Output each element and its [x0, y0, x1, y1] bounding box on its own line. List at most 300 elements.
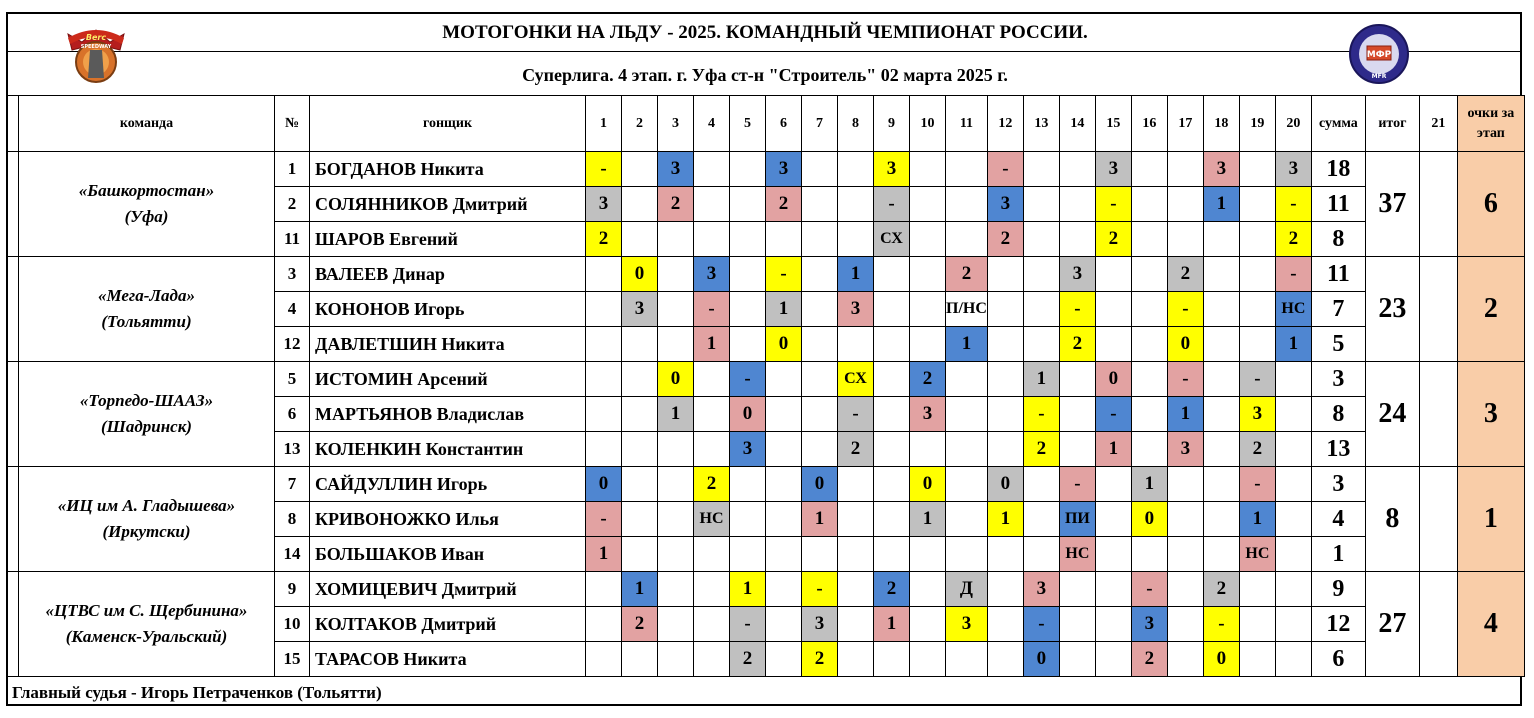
heat-result-cell: 1: [658, 397, 694, 432]
heat-result-cell: 2: [838, 432, 874, 467]
heat-result-cell: [658, 572, 694, 607]
team-city: (Каменск-Уральский): [65, 627, 228, 646]
rider-number: 13: [275, 432, 310, 467]
heat-result-cell: [1059, 362, 1095, 397]
heat-result-cell: 1: [586, 537, 622, 572]
heat-result-cell: 2: [1059, 327, 1095, 362]
heat-result-cell: [766, 222, 802, 257]
heat-result-cell: [910, 642, 946, 677]
heat-result-cell: 2: [946, 257, 988, 292]
heat-result-cell: [586, 397, 622, 432]
heat-result-cell: [1131, 187, 1167, 222]
heat-result-cell: 3: [874, 152, 910, 187]
column-header-heat: 16: [1131, 96, 1167, 152]
heat-result-cell: [874, 397, 910, 432]
heat-result-cell: -: [838, 397, 874, 432]
heat-result-cell: [766, 607, 802, 642]
heat-result-cell: [1059, 187, 1095, 222]
team-name-cell: [19, 467, 275, 572]
heat-result-cell: 3: [766, 152, 802, 187]
column-header-heat: 6: [766, 96, 802, 152]
heat-result-cell: [910, 222, 946, 257]
column-header-heat-21: 21: [1419, 96, 1457, 152]
heat-result-cell: 3: [1239, 397, 1275, 432]
column-header-sum: сумма: [1311, 96, 1365, 152]
heat-result-cell: [1059, 432, 1095, 467]
margin-cell: [7, 96, 19, 152]
heat-result-cell: 1: [766, 292, 802, 327]
heat-result-cell: [802, 432, 838, 467]
heat-result-cell: -: [802, 572, 838, 607]
heat-result-cell: [766, 362, 802, 397]
heat-result-cell: 0: [730, 397, 766, 432]
rider-sum: 12: [1311, 607, 1365, 642]
heat-result-cell: [1275, 467, 1311, 502]
heat-result-cell: [1239, 257, 1275, 292]
heat-result-cell: [1095, 642, 1131, 677]
heat-result-cell: [622, 152, 658, 187]
heat-result-cell: [622, 642, 658, 677]
team-stage-points: 6: [1457, 152, 1524, 257]
rider-number: 12: [275, 327, 310, 362]
heat-result-cell: [874, 257, 910, 292]
heat-result-cell: 1: [802, 502, 838, 537]
heat-result-cell: [874, 502, 910, 537]
heat-result-cell: -: [1167, 292, 1203, 327]
heat-result-cell: 2: [910, 362, 946, 397]
svg-text:Berc: Berc: [85, 33, 107, 42]
heat-result-cell: [1167, 502, 1203, 537]
heat-result-cell: [1059, 607, 1095, 642]
rider-sum: 8: [1311, 222, 1365, 257]
heat-result-cell: [1095, 467, 1131, 502]
heat-result-cell: [874, 292, 910, 327]
rider-name: ШАРОВ Евгений: [310, 222, 586, 257]
heat-result-cell: 3: [910, 397, 946, 432]
column-header-heat: 18: [1203, 96, 1239, 152]
heat-result-cell: [766, 397, 802, 432]
rider-sum: 7: [1311, 292, 1365, 327]
heat-result-cell: 3: [658, 152, 694, 187]
rider-name: ТАРАСОВ Никита: [310, 642, 586, 677]
heat-result-cell: [658, 607, 694, 642]
heat-result-cell: П/НС: [946, 292, 988, 327]
heat-result-cell: [910, 187, 946, 222]
heat-result-cell: 3: [838, 292, 874, 327]
heat-result-cell: [1131, 537, 1167, 572]
rider-name: КОЛЕНКИН Константин: [310, 432, 586, 467]
heat-result-cell: СХ: [838, 362, 874, 397]
heat-result-cell: [586, 572, 622, 607]
heat-result-cell: -: [1095, 187, 1131, 222]
heat-result-cell: 1: [622, 572, 658, 607]
rider-sum: 18: [1311, 152, 1365, 187]
heat-result-cell: [1275, 362, 1311, 397]
heat-result-cell: [658, 327, 694, 362]
rider-sum: 4: [1311, 502, 1365, 537]
heat-result-cell: [1167, 187, 1203, 222]
heat-result-cell: [910, 572, 946, 607]
heat-result-cell: [658, 222, 694, 257]
heat-result-cell: [694, 642, 730, 677]
heat-result-cell: [622, 537, 658, 572]
heat-result-cell: 0: [1203, 642, 1239, 677]
heat-result-cell: 2: [658, 187, 694, 222]
heat-result-cell: 1: [1023, 362, 1059, 397]
heat-result-cell: 1: [1203, 187, 1239, 222]
results-table: [6, 95, 1525, 677]
heat-result-cell: -: [1275, 257, 1311, 292]
heat-result-cell: [730, 502, 766, 537]
heat-result-cell: [802, 222, 838, 257]
heat-result-cell: [658, 432, 694, 467]
heat-result-cell: [910, 152, 946, 187]
heat-result-cell: [1203, 292, 1239, 327]
heat-result-cell: [622, 362, 658, 397]
heat-result-cell: [910, 432, 946, 467]
heat-result-cell: [874, 327, 910, 362]
heat-result-cell: [987, 642, 1023, 677]
heat-result-cell: [1131, 397, 1167, 432]
heat-result-cell: [1095, 292, 1131, 327]
column-header-heat: 19: [1239, 96, 1275, 152]
heat-result-cell: [910, 257, 946, 292]
heat-result-cell: [1275, 642, 1311, 677]
heat-result-cell: [622, 502, 658, 537]
heat-result-cell: НС: [694, 502, 730, 537]
heat-result-cell: [1059, 397, 1095, 432]
heat-result-cell: [946, 222, 988, 257]
heat-result-cell: [1023, 257, 1059, 292]
heat-result-cell: [1131, 152, 1167, 187]
page-title: МОТОГОНКИ НА ЛЬДУ - 2025. КОМАНДНЫЙ ЧЕМПИОНАТ РОССИИ.: [442, 22, 1088, 43]
heat-result-cell: 3: [802, 607, 838, 642]
rider-row: [7, 257, 1525, 292]
heat-result-cell: [730, 152, 766, 187]
heat-result-cell: 1: [1131, 467, 1167, 502]
rider-sum: 13: [1311, 432, 1365, 467]
column-header-heat: 15: [1095, 96, 1131, 152]
heat-result-cell: 2: [1275, 222, 1311, 257]
heat-result-cell: 2: [1095, 222, 1131, 257]
column-header-heat: 17: [1167, 96, 1203, 152]
heat-result-cell: -: [586, 152, 622, 187]
heat-result-cell: -: [1167, 362, 1203, 397]
heat-result-cell: [987, 572, 1023, 607]
rider-row: [7, 362, 1525, 397]
heat-result-cell: [838, 467, 874, 502]
heat-result-cell: 0: [658, 362, 694, 397]
heat-result-cell: [586, 432, 622, 467]
heat-result-cell: [694, 222, 730, 257]
rider-name: ИСТОМИН Арсений: [310, 362, 586, 397]
heat-result-cell: 1: [730, 572, 766, 607]
team-name: «Торпедо-ШААЗ»: [79, 391, 214, 410]
heat-result-cell: [802, 257, 838, 292]
heat-result-cell: [766, 502, 802, 537]
heat-result-cell: 2: [694, 467, 730, 502]
heat-result-cell: [874, 537, 910, 572]
team-name: «ИЦ им А. Гладышева»: [57, 496, 236, 515]
heat-result-cell: [874, 432, 910, 467]
heat-result-cell: 2: [766, 187, 802, 222]
heat-result-cell: 0: [1023, 642, 1059, 677]
heat-result-cell: [987, 292, 1023, 327]
heat-result-cell: -: [1095, 397, 1131, 432]
event-subtitle: Суперлига. 4 этап. г. Уфа ст-н "Строитель" 02 марта 2025 г.: [522, 65, 1008, 85]
heat-result-cell: [766, 572, 802, 607]
heat-result-cell: [730, 187, 766, 222]
column-header-heat: 20: [1275, 96, 1311, 152]
column-header-heat: 4: [694, 96, 730, 152]
margin-cell: [7, 257, 19, 362]
heat-result-cell: [838, 187, 874, 222]
heat-result-cell: [586, 607, 622, 642]
heat-result-cell: [1203, 397, 1239, 432]
heat-result-cell: -: [766, 257, 802, 292]
heat-result-cell: [838, 537, 874, 572]
rider-number: 14: [275, 537, 310, 572]
heat-result-cell: [1167, 222, 1203, 257]
heat-result-cell: [1203, 257, 1239, 292]
heat-result-cell: [1275, 572, 1311, 607]
heat-result-cell: [1131, 292, 1167, 327]
heat-result-cell: [802, 327, 838, 362]
heat-result-cell: 0: [802, 467, 838, 502]
heat-result-cell: 2: [874, 572, 910, 607]
heat-result-cell: 0: [987, 467, 1023, 502]
heat-result-cell: [946, 432, 988, 467]
heat-result-cell: -: [1239, 362, 1275, 397]
heat-result-cell: 3: [987, 187, 1023, 222]
heat-result-cell: [622, 327, 658, 362]
heat-result-cell: [1131, 327, 1167, 362]
rider-number: 15: [275, 642, 310, 677]
header-divider: [6, 51, 1522, 52]
column-header-rider: гонщик: [310, 96, 586, 152]
column-header-heat: 5: [730, 96, 766, 152]
heat-result-cell: СХ: [874, 222, 910, 257]
heat-result-cell: [1095, 537, 1131, 572]
heat-result-cell: [1275, 432, 1311, 467]
heat-result-cell: [1023, 187, 1059, 222]
heat-result-cell: [838, 152, 874, 187]
rider-row: [7, 152, 1525, 187]
team-heat-21: [1419, 152, 1457, 257]
heat-result-cell: [1023, 327, 1059, 362]
heat-result-cell: [694, 187, 730, 222]
header-row: [7, 96, 1525, 152]
heat-result-cell: 3: [946, 607, 988, 642]
heat-result-cell: 1: [946, 327, 988, 362]
svg-text:МФР: МФР: [1366, 50, 1392, 60]
heat-result-cell: [1239, 327, 1275, 362]
heat-result-cell: [1239, 572, 1275, 607]
heat-result-cell: [586, 362, 622, 397]
rider-sum: 6: [1311, 642, 1365, 677]
heat-result-cell: 3: [694, 257, 730, 292]
heat-result-cell: [622, 432, 658, 467]
heat-result-cell: 3: [730, 432, 766, 467]
rider-sum: 3: [1311, 467, 1365, 502]
rider-sum: 11: [1311, 257, 1365, 292]
heat-result-cell: [987, 362, 1023, 397]
heat-result-cell: [987, 397, 1023, 432]
rider-number: 5: [275, 362, 310, 397]
heat-result-cell: [802, 152, 838, 187]
rider-name: САЙДУЛЛИН Игорь: [310, 467, 586, 502]
svg-text:MFR: MFR: [1371, 73, 1387, 80]
column-header-heat: 14: [1059, 96, 1095, 152]
heat-result-cell: [622, 397, 658, 432]
heat-result-cell: -: [1275, 187, 1311, 222]
heat-result-cell: 0: [1095, 362, 1131, 397]
heat-result-cell: [1059, 222, 1095, 257]
rider-number: 11: [275, 222, 310, 257]
heat-result-cell: [1275, 502, 1311, 537]
team-city: (Тольятти): [101, 312, 192, 331]
heat-result-cell: [838, 327, 874, 362]
rider-number: 10: [275, 607, 310, 642]
margin-cell: [7, 362, 19, 467]
heat-result-cell: [802, 397, 838, 432]
heat-result-cell: [658, 502, 694, 537]
rider-sum: 9: [1311, 572, 1365, 607]
team-heat-21: [1419, 467, 1457, 572]
heat-result-cell: [658, 537, 694, 572]
heat-result-cell: [730, 222, 766, 257]
heat-result-cell: [1167, 572, 1203, 607]
heat-result-cell: [730, 467, 766, 502]
heat-result-cell: [658, 642, 694, 677]
heat-result-cell: [946, 502, 988, 537]
heat-result-cell: -: [694, 292, 730, 327]
svg-text:SPEEDWAY: SPEEDWAY: [80, 44, 112, 50]
team-name-cell: [19, 362, 275, 467]
team-name: «ЦТВС им С. Щербинина»: [45, 601, 248, 620]
heat-result-cell: [586, 642, 622, 677]
team-total: 27: [1365, 572, 1419, 677]
heat-result-cell: [658, 257, 694, 292]
rider-name: КОНОНОВ Игорь: [310, 292, 586, 327]
rider-name: МАРТЬЯНОВ Владислав: [310, 397, 586, 432]
rider-row: [7, 572, 1525, 607]
heat-result-cell: [987, 607, 1023, 642]
rider-sum: 3: [1311, 362, 1365, 397]
team-city: (Иркутски): [102, 522, 191, 541]
heat-result-cell: 1: [1239, 502, 1275, 537]
team-city: (Шадринск): [101, 417, 192, 436]
heat-result-cell: [1131, 257, 1167, 292]
heat-result-cell: [1095, 327, 1131, 362]
heat-result-cell: [766, 467, 802, 502]
heat-result-cell: [694, 537, 730, 572]
rider-name: ВАЛЕЕВ Динар: [310, 257, 586, 292]
heat-result-cell: [802, 292, 838, 327]
heat-result-cell: [658, 292, 694, 327]
heat-result-cell: 0: [622, 257, 658, 292]
heat-result-cell: [1239, 292, 1275, 327]
heat-result-cell: [1239, 187, 1275, 222]
team-stage-points: 1: [1457, 467, 1524, 572]
heat-result-cell: [802, 362, 838, 397]
heat-result-cell: 0: [766, 327, 802, 362]
heat-result-cell: [622, 467, 658, 502]
heat-result-cell: НС: [1275, 292, 1311, 327]
heat-result-cell: [802, 537, 838, 572]
heat-result-cell: -: [1131, 572, 1167, 607]
heat-result-cell: [1023, 467, 1059, 502]
heat-result-cell: [694, 397, 730, 432]
heat-result-cell: -: [730, 607, 766, 642]
heat-result-cell: [586, 257, 622, 292]
rider-sum: 1: [1311, 537, 1365, 572]
heat-result-cell: 1: [1167, 397, 1203, 432]
heat-result-cell: [622, 222, 658, 257]
heat-result-cell: [987, 537, 1023, 572]
heat-result-cell: [1239, 642, 1275, 677]
heat-result-cell: -: [1203, 607, 1239, 642]
rider-number: 4: [275, 292, 310, 327]
heat-result-cell: [1095, 502, 1131, 537]
team-name-cell: [19, 572, 275, 677]
heat-result-cell: [946, 362, 988, 397]
heat-result-cell: [730, 292, 766, 327]
heat-result-cell: [946, 467, 988, 502]
heat-result-cell: [874, 642, 910, 677]
heat-result-cell: 3: [1203, 152, 1239, 187]
column-header-number: №: [275, 96, 310, 152]
heat-result-cell: [1167, 537, 1203, 572]
team-stage-points: 2: [1457, 257, 1524, 362]
column-header-team: команда: [19, 96, 275, 152]
rider-number: 6: [275, 397, 310, 432]
heat-result-cell: [946, 187, 988, 222]
rider-name: КРИВОНОЖКО Илья: [310, 502, 586, 537]
rider-name: ДАВЛЕТШИН Никита: [310, 327, 586, 362]
column-header-heat: 11: [946, 96, 988, 152]
heat-result-cell: [766, 537, 802, 572]
heat-result-cell: [694, 362, 730, 397]
column-header-heat: 9: [874, 96, 910, 152]
heat-result-cell: [1275, 397, 1311, 432]
heat-result-cell: [910, 292, 946, 327]
team-name-cell: [19, 152, 275, 257]
heat-result-cell: [1275, 537, 1311, 572]
heat-result-cell: 1: [1275, 327, 1311, 362]
heat-result-cell: 3: [1023, 572, 1059, 607]
heat-result-cell: Д: [946, 572, 988, 607]
heat-result-cell: [1167, 467, 1203, 502]
heat-result-cell: 0: [910, 467, 946, 502]
margin-cell: [7, 572, 19, 677]
heat-result-cell: [1131, 362, 1167, 397]
rider-name: ХОМИЦЕВИЧ Дмитрий: [310, 572, 586, 607]
heat-result-cell: 2: [622, 607, 658, 642]
column-header-heat: 7: [802, 96, 838, 152]
heat-result-cell: [946, 152, 988, 187]
heat-result-cell: -: [987, 152, 1023, 187]
heat-result-cell: [946, 642, 988, 677]
rider-row: [7, 467, 1525, 502]
column-header-heat: 10: [910, 96, 946, 152]
heat-result-cell: [910, 607, 946, 642]
heat-result-cell: [1023, 292, 1059, 327]
column-header-heat: 2: [622, 96, 658, 152]
heat-result-cell: 3: [1095, 152, 1131, 187]
heat-result-cell: [1095, 257, 1131, 292]
heat-result-cell: [1023, 152, 1059, 187]
